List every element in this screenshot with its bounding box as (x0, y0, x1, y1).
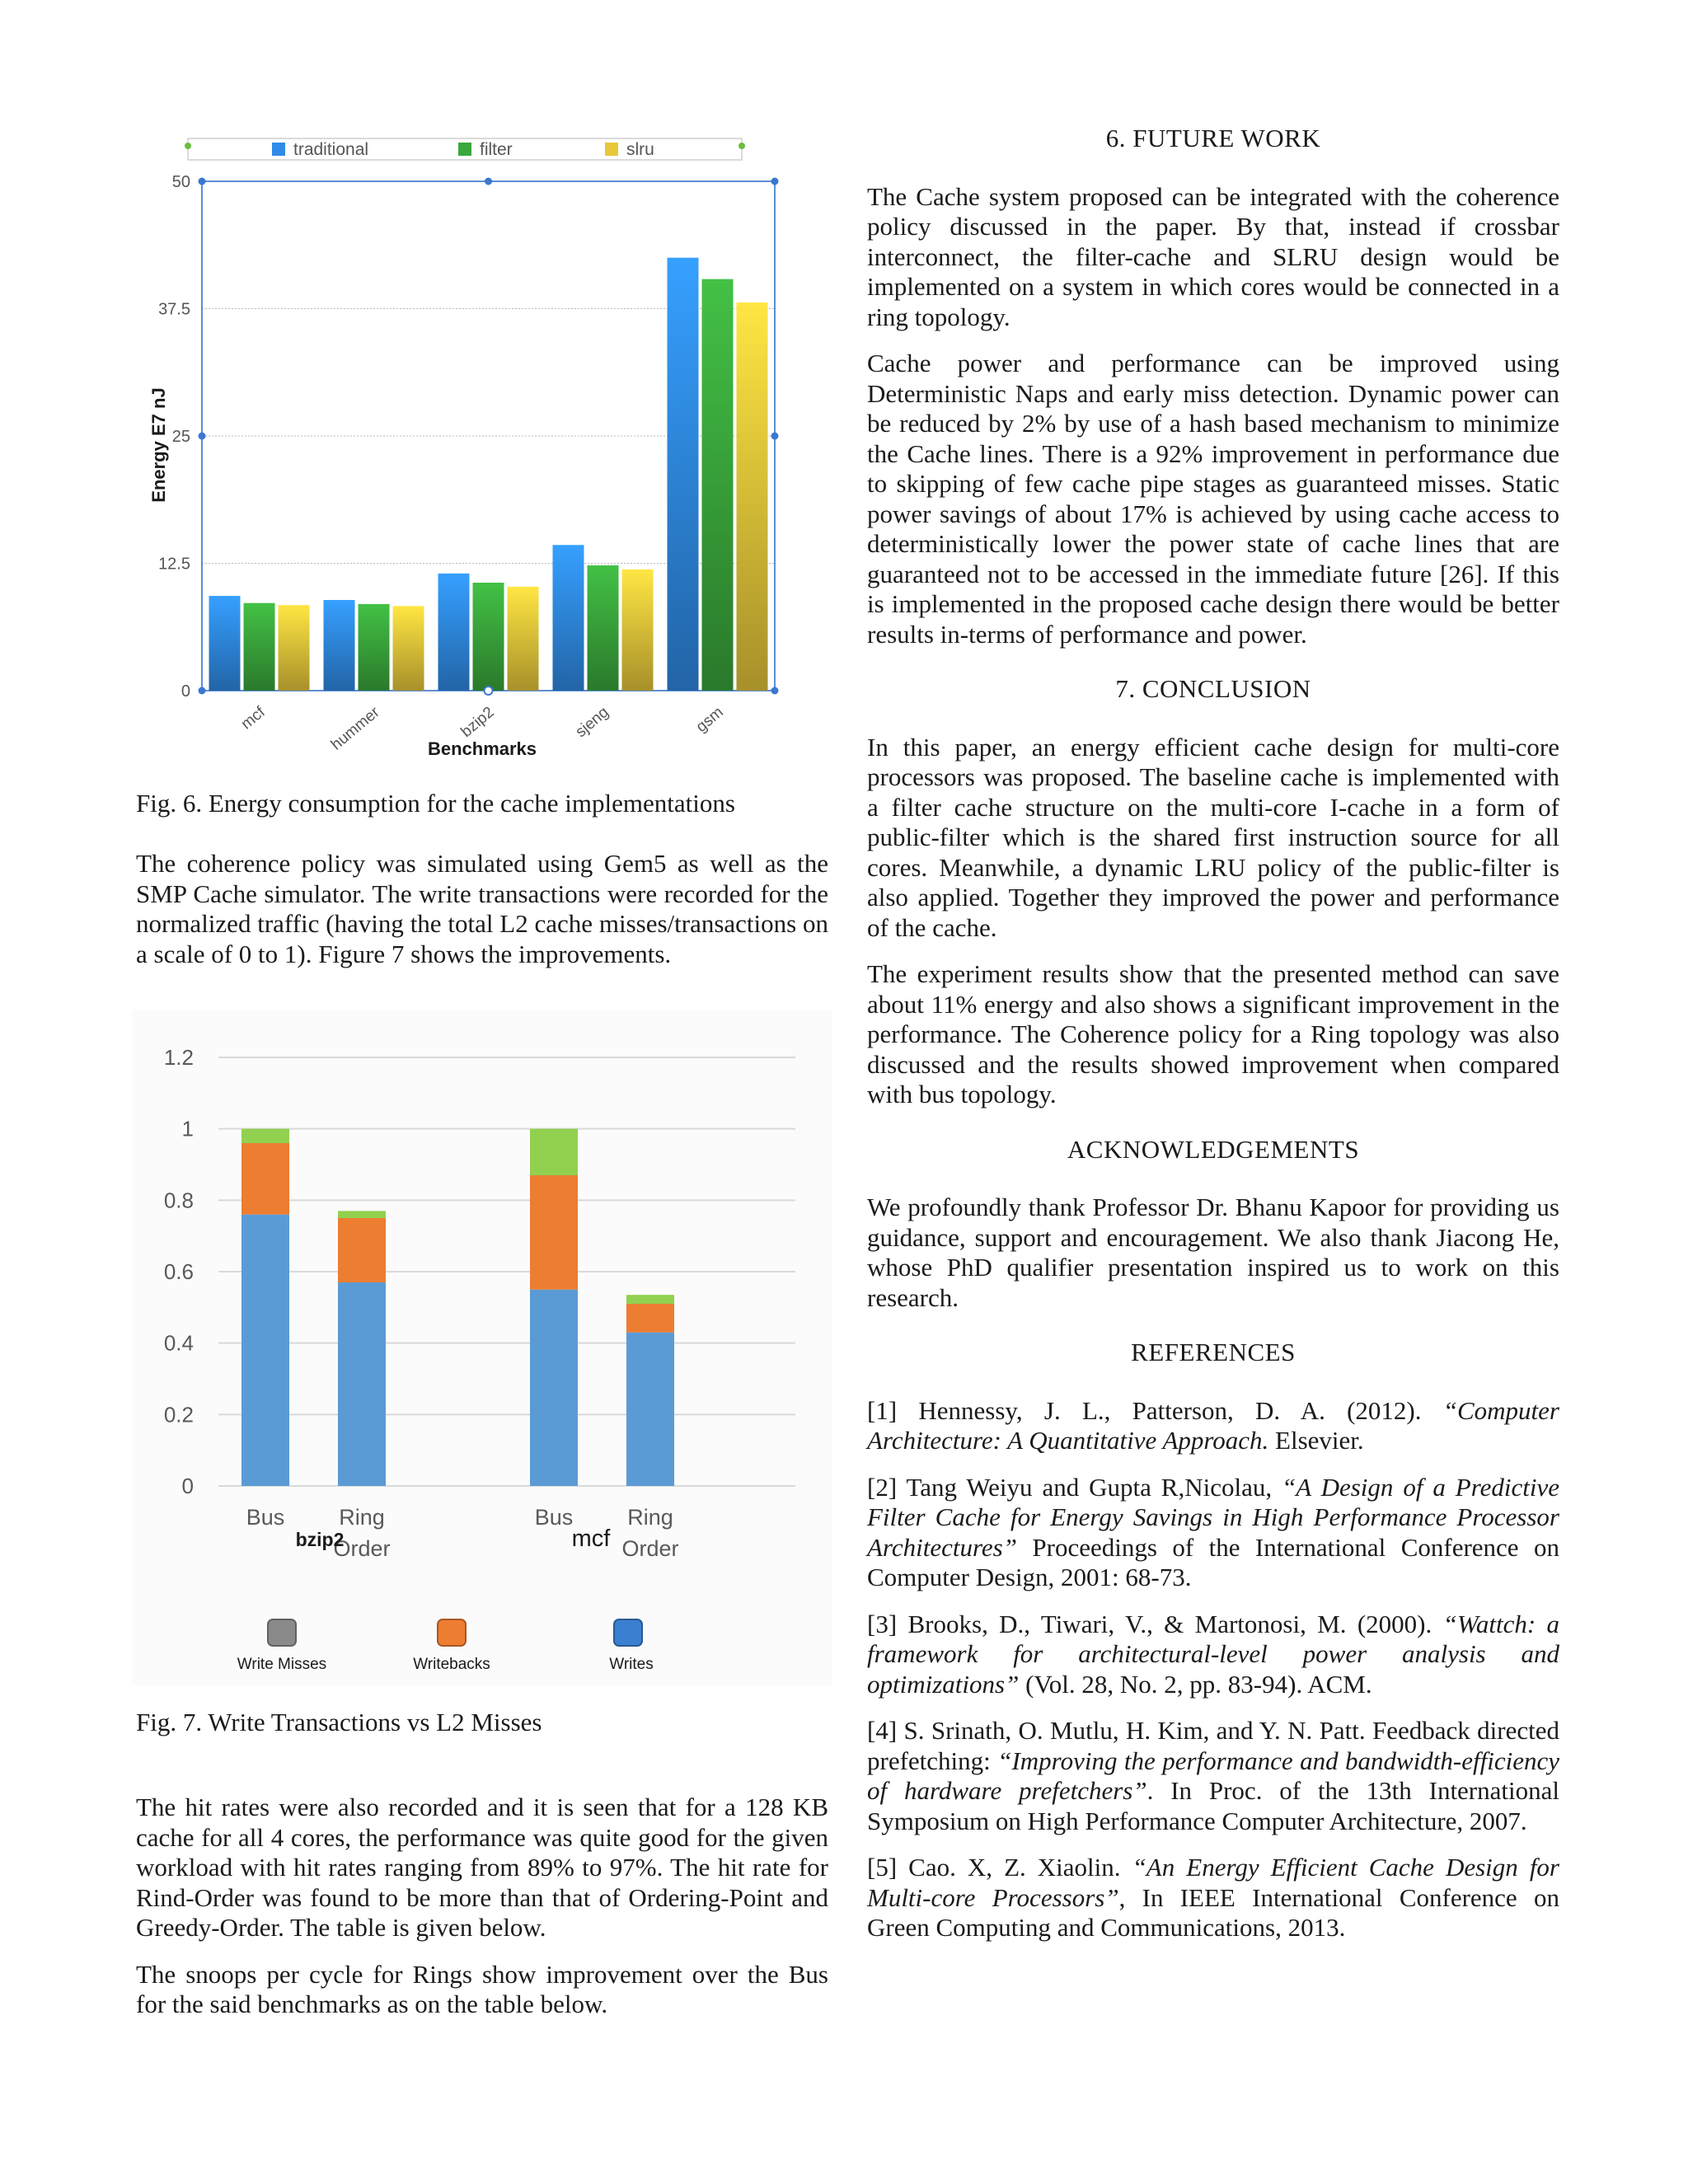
fig6-selection-handle (771, 433, 779, 440)
fig7-write-transactions-chart (132, 1010, 832, 1685)
future-work-para-2: Cache power and performance can be improved using Deterministic Naps and early miss detection. Dynamic power can be reduced by 2% by use of a hash based mechanism to minimize the Cache lines. There is a 92% improvement in performance due to skipping of few cache pipe stages as guaranteed misses. Static power savings of about 17% is achieved by using cache access to deterministically lower the power state of cache lines that are guaranteed not to be accessed in the immediate future [26]. If this is implemented in the proposed cache design there would be better results in-terms of performance and power. (867, 349, 1559, 649)
reference-item: [3] Brooks, D., Tiwari, V., & Martonosi, M. (2000). “Wattch: a framework for architectural-level power analysis and optimizations” (Vol. 28, No. 2, pp. 83-94). ACM. (867, 1609, 1560, 1699)
left-para-1: The coherence policy was simulated using Gem5 as well as the SMP Cache simulator. The write transactions were recorded for the normalized traffic (having the total L2 cache misses/transactions on a scale of 0 to 1). Figure 7 shows the improvements. (136, 849, 828, 968)
left-para-3: The snoops per cycle for Rings show improvement over the Bus for the said benchmarks as on the table below. (136, 1959, 828, 2018)
left-column-top (136, 849, 828, 986)
fig7-xtick-label: Bus (534, 1505, 574, 1530)
fig7-legend-label: Writes (609, 1656, 654, 1673)
fig7-legend-swatch (614, 1619, 642, 1646)
fig6-selection-handle (485, 687, 493, 695)
future-work-para-1: The Cache system proposed can be integrated with the coherence policy discussed in the paper. By that, instead if crossbar interconnect, the filter-cache and SLRU design would be implemented on a system in which cores would be connected in a ring topology. (867, 181, 1559, 331)
fig7-xtick-label: Ring Order (621, 1505, 679, 1561)
fig7-xtick-label: Bus (246, 1505, 285, 1530)
fig6-legend-label-slru: slru (626, 140, 654, 159)
fig7-bar-segment-writes-1 (338, 1282, 386, 1486)
fig7-bar-segment-write-misses-0 (241, 1129, 289, 1143)
fig6-legend-handle-right (738, 143, 745, 149)
fig7-bar-segment-writebacks-3 (626, 1304, 674, 1333)
fig6-ytick-label: 12.5 (158, 555, 190, 574)
fig6-selection-handle (199, 433, 206, 440)
fig6-ytick-label: 0 (181, 682, 190, 701)
fig7-ytick-label: 0.2 (163, 1402, 194, 1427)
fig6-legend-label-filter: filter (480, 140, 513, 159)
reference-item: [5] Cao. X, Z. Xiaolin. “An Energy Efficient Cache Design for Multi-core Processors”, In IEEE International Conference on Green Computing and Communications, 2013. (867, 1853, 1559, 1942)
fig6-bar-filter-bzip2 (473, 583, 504, 691)
fig7-ytick-label: 0.4 (163, 1330, 194, 1356)
fig6-selection-handle (199, 687, 206, 695)
fig7-legend-swatch (438, 1619, 466, 1646)
fig6-ytick-label: 25 (171, 428, 190, 446)
fig6-xtick-label: sjeng (572, 703, 612, 742)
fig7-group-label-mcf: mcf (571, 1526, 611, 1552)
fig6-xtick-label: mcf (237, 703, 269, 733)
fig6-bar-filter-hummer (359, 604, 390, 691)
reference-list (867, 1396, 1559, 1943)
fig6-selection-handle (199, 178, 206, 185)
fig7-xtick-label: Ring Order (333, 1505, 391, 1561)
fig6-bar-traditional-bzip2 (438, 574, 470, 691)
fig7-bar-segment-write-misses-1 (338, 1211, 386, 1218)
fig6-legend-swatch-traditional (272, 143, 285, 156)
fig6-bar-filter-mcf (244, 603, 275, 691)
fig6-legend-handle-left (185, 143, 191, 149)
fig6-ytick-label: 50 (171, 173, 190, 191)
fig7-bar-segment-write-misses-2 (530, 1129, 578, 1175)
fig7-caption: Fig. 7. Write Transactions vs L2 Misses (136, 1708, 542, 1736)
fig6-bar-filter-gsm (702, 279, 734, 691)
fig6-bar-filter-sjeng (588, 565, 619, 691)
fig6-bar-traditional-mcf (209, 596, 241, 691)
fig7-legend-swatch (268, 1619, 296, 1646)
fig7-bar-segment-writes-0 (241, 1215, 289, 1486)
acknowledgements-para: We profoundly thank Professor Dr. Bhanu Kapoor for providing us guidance, support and encouragement. We also thank Jiacong He, whose PhD qualifier presentation inspired us to work on this research. (867, 1193, 1559, 1312)
left-para-2: The hit rates were also recorded and it is seen that for a 128 KB cache for all 4 cores, the performance was quite good for the given workload with hit rates ranging from 89% to 97%. The hit rate for Rind-Order was found to be more than that of Ordering-Point and Greedy-Order. The table is given below. (136, 1793, 828, 1942)
right-column (867, 124, 1559, 1960)
fig6-ytick-label: 37.5 (158, 300, 190, 319)
fig6-bar-slru-mcf (279, 605, 310, 691)
fig6-legend-swatch-filter (458, 143, 471, 156)
fig7-legend-label: Write Misses (237, 1656, 327, 1673)
fig6-selection-handle (771, 178, 779, 185)
fig7-bar-segment-writebacks-1 (338, 1218, 386, 1282)
fig7-ytick-label: 0.8 (163, 1188, 194, 1213)
fig7-ytick-label: 1 (181, 1116, 194, 1141)
fig6-xlabel: Benchmarks (427, 738, 537, 759)
fig6-legend-label-traditional: traditional (293, 140, 369, 159)
fig7-bar-segment-writebacks-2 (530, 1175, 578, 1290)
fig6-bar-slru-bzip2 (508, 587, 539, 691)
fig6-bar-traditional-gsm (668, 258, 699, 691)
conclusion-para-1: In this paper, an energy efficient cache design for multi-core processors was proposed. The baseline cache is implemented with a filter cache structure on the multi-core I-cache in a form of public-filter which is the shared first instruction source for all cores. Meanwhile, a dynamic LRU policy of the public-filter is also applied. Together they improved the power and performance of the cache. (867, 732, 1559, 942)
acknowledgements-heading: ACKNOWLEDGEMENTS (1067, 1134, 1360, 1164)
fig6-legend-swatch-slru (605, 143, 618, 156)
fig7-bar-segment-writebacks-0 (241, 1143, 289, 1215)
fig6-ylabel: Energy E7 nJ (148, 387, 169, 503)
fig6-xtick-label: hummer (327, 703, 383, 754)
fig7-ytick-label: 0 (181, 1474, 194, 1498)
fig6-bar-slru-hummer (393, 606, 424, 691)
fig6-bar-traditional-hummer (324, 600, 355, 691)
reference-item: [4] S. Srinath, O. Mutlu, H. Kim, and Y. N. Patt. Feedback directed prefetching: “Improving the performance and bandwidth-efficiency of hardware prefetchers”. In Proc. of the 13th International Symposium on High Performance Computer Architecture, 2007. (867, 1716, 1559, 1835)
fig6-bar-traditional-sjeng (553, 545, 584, 691)
fig6-selection-handle (485, 178, 492, 185)
fig7-background (132, 1010, 832, 1685)
fig7-group-label-bzip2: bzip2 (295, 1529, 345, 1550)
fig6-selection-handle (771, 687, 779, 695)
fig7-bar-segment-writes-2 (530, 1290, 578, 1486)
fig7-ytick-label: 0.6 (163, 1259, 194, 1284)
fig7-bar-segment-writes-3 (626, 1333, 674, 1486)
fig6-energy-chart (132, 124, 808, 766)
conclusion-para-2: The experiment results show that the presented method can save about 11% energy and also shows a significant improvement in the performance. The Coherence policy for a Ring topology was also discussed and the results showed improvement when compared with bus topology. (867, 959, 1559, 1108)
fig7-ytick-label: 1.2 (163, 1045, 194, 1070)
conclusion-heading: 7. CONCLUSION (1115, 674, 1311, 703)
fig7-legend-label: Writebacks (413, 1656, 490, 1673)
fig6-xtick-label: gsm (692, 703, 727, 736)
fig6-bar-slru-sjeng (622, 569, 654, 691)
fig6-caption: Fig. 6. Energy consumption for the cache implementations (136, 789, 735, 818)
fig7-bar-segment-write-misses-3 (626, 1295, 674, 1304)
left-column-bottom (136, 1793, 828, 2036)
references-heading: REFERENCES (1131, 1338, 1296, 1366)
fig6-xtick-label: bzip2 (457, 703, 498, 742)
reference-item: [2] Tang Weiyu and Gupta R,Nicolau, “A Design of a Predictive Filter Cache for Energy Savings in High Performance Processor Architectures” Proceedings of the International Conference on Computer Design, 2001: 68-73. (867, 1472, 1559, 1591)
future-work-heading: 6. FUTURE WORK (1105, 124, 1321, 152)
reference-item: [1] Hennessy, J. L., Patterson, D. A. (2012). “Computer Architecture: A Quantitative Approach. Elsevier. (867, 1395, 1559, 1455)
fig6-bar-slru-gsm (737, 302, 768, 691)
